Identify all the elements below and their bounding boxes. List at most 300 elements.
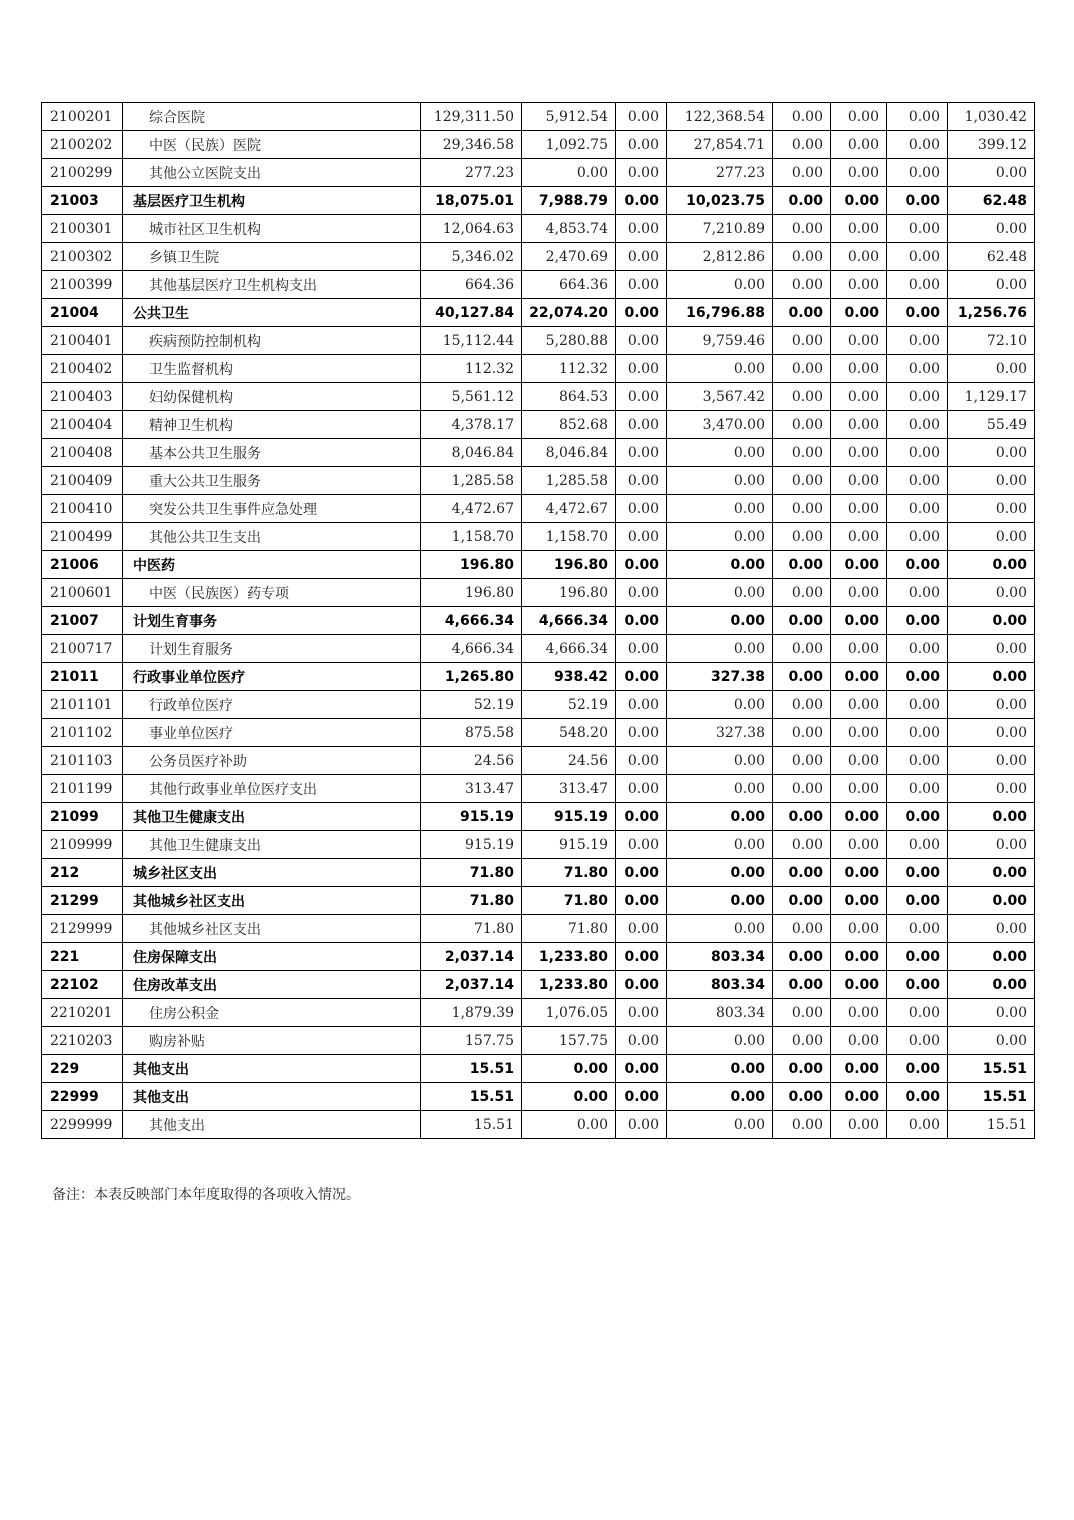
amount-cell: 0.00 <box>831 579 887 607</box>
amount-cell: 0.00 <box>616 271 667 299</box>
amount-cell: 0.00 <box>887 915 948 943</box>
subject-name-cell: 计划生育事务 <box>123 607 421 635</box>
amount-cell: 0.00 <box>616 663 667 691</box>
amount-cell: 2,037.14 <box>421 971 522 999</box>
amount-cell: 0.00 <box>831 1111 887 1139</box>
amount-cell: 0.00 <box>667 915 773 943</box>
amount-cell: 0.00 <box>616 775 667 803</box>
amount-cell: 18,075.01 <box>421 187 522 215</box>
amount-cell: 5,280.88 <box>522 327 616 355</box>
amount-cell: 0.00 <box>773 859 831 887</box>
amount-cell: 0.00 <box>773 691 831 719</box>
subject-code-cell: 2100401 <box>42 327 123 355</box>
amount-cell: 915.19 <box>421 803 522 831</box>
amount-cell: 62.48 <box>948 243 1035 271</box>
amount-cell: 0.00 <box>616 383 667 411</box>
amount-cell: 0.00 <box>948 523 1035 551</box>
table-row <box>42 971 1035 999</box>
table-row <box>42 439 1035 467</box>
amount-cell: 0.00 <box>616 943 667 971</box>
table-row <box>42 187 1035 215</box>
amount-cell: 0.00 <box>948 691 1035 719</box>
amount-cell: 0.00 <box>887 803 948 831</box>
subject-name-cell: 基层医疗卫生机构 <box>123 187 421 215</box>
table-row <box>42 495 1035 523</box>
table-row <box>42 327 1035 355</box>
amount-cell: 0.00 <box>522 1055 616 1083</box>
amount-cell: 0.00 <box>887 607 948 635</box>
subject-name-cell: 中医药 <box>123 551 421 579</box>
amount-cell: 4,472.67 <box>522 495 616 523</box>
amount-cell: 0.00 <box>522 1111 616 1139</box>
amount-cell: 0.00 <box>667 439 773 467</box>
amount-cell: 1,285.58 <box>522 467 616 495</box>
amount-cell: 0.00 <box>887 635 948 663</box>
amount-cell: 0.00 <box>831 103 887 131</box>
amount-cell: 0.00 <box>948 859 1035 887</box>
subject-code-cell: 2100302 <box>42 243 123 271</box>
subject-code-cell: 2100299 <box>42 159 123 187</box>
amount-cell: 3,470.00 <box>667 411 773 439</box>
amount-cell: 0.00 <box>831 859 887 887</box>
amount-cell: 72.10 <box>948 327 1035 355</box>
subject-name-cell: 行政事业单位医疗 <box>123 663 421 691</box>
income-table-sheet <box>41 102 1034 1139</box>
amount-cell: 915.19 <box>522 803 616 831</box>
amount-cell: 0.00 <box>667 859 773 887</box>
amount-cell: 0.00 <box>831 691 887 719</box>
subject-name-cell: 住房改革支出 <box>123 971 421 999</box>
amount-cell: 0.00 <box>831 187 887 215</box>
amount-cell: 0.00 <box>616 635 667 663</box>
amount-cell: 4,666.34 <box>522 607 616 635</box>
amount-cell: 0.00 <box>831 411 887 439</box>
amount-cell: 0.00 <box>773 887 831 915</box>
amount-cell: 0.00 <box>948 551 1035 579</box>
amount-cell: 0.00 <box>667 691 773 719</box>
amount-cell: 0.00 <box>831 355 887 383</box>
amount-cell: 0.00 <box>831 467 887 495</box>
amount-cell: 0.00 <box>616 1111 667 1139</box>
amount-cell: 71.80 <box>421 887 522 915</box>
amount-cell: 0.00 <box>773 943 831 971</box>
table-row <box>42 943 1035 971</box>
amount-cell: 122,368.54 <box>667 103 773 131</box>
amount-cell: 0.00 <box>887 383 948 411</box>
amount-cell: 548.20 <box>522 719 616 747</box>
subject-code-cell: 2100301 <box>42 215 123 243</box>
amount-cell: 0.00 <box>522 159 616 187</box>
table-row <box>42 775 1035 803</box>
amount-cell: 0.00 <box>616 579 667 607</box>
amount-cell: 0.00 <box>667 355 773 383</box>
income-table <box>41 102 1035 1139</box>
amount-cell: 664.36 <box>522 271 616 299</box>
subject-name-cell: 其他支出 <box>123 1055 421 1083</box>
amount-cell: 4,853.74 <box>522 215 616 243</box>
amount-cell: 1,285.58 <box>421 467 522 495</box>
amount-cell: 0.00 <box>831 663 887 691</box>
amount-cell: 0.00 <box>887 1027 948 1055</box>
table-row <box>42 103 1035 131</box>
amount-cell: 0.00 <box>887 103 948 131</box>
amount-cell: 0.00 <box>773 1111 831 1139</box>
amount-cell: 0.00 <box>887 1111 948 1139</box>
table-row <box>42 1111 1035 1139</box>
subject-code-cell: 22102 <box>42 971 123 999</box>
table-row <box>42 831 1035 859</box>
amount-cell: 327.38 <box>667 663 773 691</box>
amount-cell: 62.48 <box>948 187 1035 215</box>
subject-name-cell: 重大公共卫生服务 <box>123 467 421 495</box>
amount-cell: 0.00 <box>831 551 887 579</box>
amount-cell: 0.00 <box>887 971 948 999</box>
amount-cell: 1,129.17 <box>948 383 1035 411</box>
amount-cell: 0.00 <box>887 243 948 271</box>
amount-cell: 0.00 <box>616 1027 667 1055</box>
amount-cell: 0.00 <box>948 271 1035 299</box>
table-row <box>42 467 1035 495</box>
amount-cell: 0.00 <box>616 187 667 215</box>
amount-cell: 0.00 <box>667 775 773 803</box>
subject-name-cell: 综合医院 <box>123 103 421 131</box>
amount-cell: 0.00 <box>948 355 1035 383</box>
amount-cell: 0.00 <box>773 523 831 551</box>
amount-cell: 0.00 <box>773 775 831 803</box>
amount-cell: 0.00 <box>948 971 1035 999</box>
amount-cell: 15,112.44 <box>421 327 522 355</box>
subject-name-cell: 其他卫生健康支出 <box>123 831 421 859</box>
amount-cell: 2,812.86 <box>667 243 773 271</box>
amount-cell: 15.51 <box>948 1111 1035 1139</box>
amount-cell: 0.00 <box>616 747 667 775</box>
amount-cell: 16,796.88 <box>667 299 773 327</box>
subject-name-cell: 公共卫生 <box>123 299 421 327</box>
table-row <box>42 215 1035 243</box>
amount-cell: 0.00 <box>667 1111 773 1139</box>
amount-cell: 196.80 <box>421 579 522 607</box>
subject-code-cell: 2100601 <box>42 579 123 607</box>
amount-cell: 55.49 <box>948 411 1035 439</box>
amount-cell: 0.00 <box>887 691 948 719</box>
amount-cell: 277.23 <box>421 159 522 187</box>
amount-cell: 0.00 <box>616 131 667 159</box>
amount-cell: 24.56 <box>421 747 522 775</box>
amount-cell: 0.00 <box>773 243 831 271</box>
subject-code-cell: 2100402 <box>42 355 123 383</box>
table-row <box>42 747 1035 775</box>
subject-name-cell: 突发公共卫生事件应急处理 <box>123 495 421 523</box>
amount-cell: 0.00 <box>948 215 1035 243</box>
table-row <box>42 1027 1035 1055</box>
income-table-body <box>42 103 1035 1139</box>
subject-name-cell: 其他卫生健康支出 <box>123 803 421 831</box>
table-row <box>42 551 1035 579</box>
table-row <box>42 999 1035 1027</box>
amount-cell: 0.00 <box>773 719 831 747</box>
subject-code-cell: 21003 <box>42 187 123 215</box>
amount-cell: 0.00 <box>773 467 831 495</box>
amount-cell: 2,037.14 <box>421 943 522 971</box>
amount-cell: 938.42 <box>522 663 616 691</box>
amount-cell: 0.00 <box>887 775 948 803</box>
amount-cell: 0.00 <box>616 523 667 551</box>
amount-cell: 0.00 <box>831 607 887 635</box>
amount-cell: 0.00 <box>773 831 831 859</box>
amount-cell: 15.51 <box>421 1083 522 1111</box>
amount-cell: 15.51 <box>948 1083 1035 1111</box>
amount-cell: 71.80 <box>421 915 522 943</box>
amount-cell: 0.00 <box>831 803 887 831</box>
amount-cell: 15.51 <box>421 1111 522 1139</box>
amount-cell: 0.00 <box>616 1055 667 1083</box>
amount-cell: 0.00 <box>773 915 831 943</box>
subject-code-cell: 21007 <box>42 607 123 635</box>
table-row <box>42 691 1035 719</box>
amount-cell: 0.00 <box>887 551 948 579</box>
amount-cell: 0.00 <box>948 747 1035 775</box>
amount-cell: 52.19 <box>522 691 616 719</box>
amount-cell: 0.00 <box>667 887 773 915</box>
amount-cell: 0.00 <box>616 551 667 579</box>
amount-cell: 664.36 <box>421 271 522 299</box>
subject-name-cell: 其他城乡社区支出 <box>123 887 421 915</box>
subject-name-cell: 其他城乡社区支出 <box>123 915 421 943</box>
amount-cell: 0.00 <box>887 355 948 383</box>
amount-cell: 0.00 <box>616 607 667 635</box>
amount-cell: 0.00 <box>667 1083 773 1111</box>
amount-cell: 0.00 <box>887 327 948 355</box>
amount-cell: 0.00 <box>616 719 667 747</box>
amount-cell: 4,472.67 <box>421 495 522 523</box>
amount-cell: 129,311.50 <box>421 103 522 131</box>
amount-cell: 0.00 <box>887 747 948 775</box>
amount-cell: 0.00 <box>831 831 887 859</box>
amount-cell: 875.58 <box>421 719 522 747</box>
amount-cell: 0.00 <box>887 579 948 607</box>
table-row <box>42 1055 1035 1083</box>
amount-cell: 399.12 <box>948 131 1035 159</box>
amount-cell: 1,256.76 <box>948 299 1035 327</box>
subject-name-cell: 精神卫生机构 <box>123 411 421 439</box>
amount-cell: 0.00 <box>616 915 667 943</box>
table-footnote: 备注：本表反映部门本年度取得的各项收入情况。 <box>52 1187 360 1203</box>
amount-cell: 0.00 <box>773 1027 831 1055</box>
amount-cell: 0.00 <box>667 1055 773 1083</box>
amount-cell: 1,030.42 <box>948 103 1035 131</box>
amount-cell: 0.00 <box>831 159 887 187</box>
amount-cell: 0.00 <box>831 439 887 467</box>
amount-cell: 15.51 <box>948 1055 1035 1083</box>
table-row <box>42 383 1035 411</box>
amount-cell: 0.00 <box>948 887 1035 915</box>
amount-cell: 327.38 <box>667 719 773 747</box>
amount-cell: 9,759.46 <box>667 327 773 355</box>
amount-cell: 4,666.34 <box>421 607 522 635</box>
amount-cell: 803.34 <box>667 943 773 971</box>
amount-cell: 0.00 <box>616 999 667 1027</box>
table-row <box>42 1083 1035 1111</box>
amount-cell: 0.00 <box>773 579 831 607</box>
subject-name-cell: 计划生育服务 <box>123 635 421 663</box>
subject-code-cell: 2210201 <box>42 999 123 1027</box>
amount-cell: 0.00 <box>831 775 887 803</box>
amount-cell: 0.00 <box>831 271 887 299</box>
amount-cell: 0.00 <box>831 915 887 943</box>
amount-cell: 0.00 <box>831 1083 887 1111</box>
table-row <box>42 523 1035 551</box>
amount-cell: 22,074.20 <box>522 299 616 327</box>
subject-code-cell: 212 <box>42 859 123 887</box>
amount-cell: 0.00 <box>773 999 831 1027</box>
amount-cell: 0.00 <box>773 411 831 439</box>
subject-name-cell: 城市社区卫生机构 <box>123 215 421 243</box>
amount-cell: 0.00 <box>616 495 667 523</box>
amount-cell: 0.00 <box>667 523 773 551</box>
subject-name-cell: 中医（民族医）药专项 <box>123 579 421 607</box>
amount-cell: 0.00 <box>831 383 887 411</box>
amount-cell: 0.00 <box>887 719 948 747</box>
amount-cell: 0.00 <box>948 915 1035 943</box>
subject-name-cell: 其他公共卫生支出 <box>123 523 421 551</box>
amount-cell: 0.00 <box>831 1027 887 1055</box>
amount-cell: 0.00 <box>948 579 1035 607</box>
subject-code-cell: 2100499 <box>42 523 123 551</box>
amount-cell: 0.00 <box>948 719 1035 747</box>
amount-cell: 864.53 <box>522 383 616 411</box>
amount-cell: 1,233.80 <box>522 943 616 971</box>
subject-name-cell: 其他支出 <box>123 1111 421 1139</box>
subject-code-cell: 22999 <box>42 1083 123 1111</box>
amount-cell: 12,064.63 <box>421 215 522 243</box>
amount-cell: 4,666.34 <box>421 635 522 663</box>
amount-cell: 0.00 <box>831 999 887 1027</box>
amount-cell: 0.00 <box>887 523 948 551</box>
amount-cell: 0.00 <box>831 327 887 355</box>
amount-cell: 0.00 <box>948 943 1035 971</box>
table-row <box>42 607 1035 635</box>
amount-cell: 0.00 <box>948 663 1035 691</box>
table-row <box>42 243 1035 271</box>
amount-cell: 71.80 <box>522 915 616 943</box>
amount-cell: 0.00 <box>616 971 667 999</box>
table-row <box>42 719 1035 747</box>
amount-cell: 1,092.75 <box>522 131 616 159</box>
amount-cell: 0.00 <box>616 299 667 327</box>
amount-cell: 0.00 <box>831 719 887 747</box>
subject-name-cell: 其他公立医院支出 <box>123 159 421 187</box>
amount-cell: 0.00 <box>773 131 831 159</box>
amount-cell: 7,210.89 <box>667 215 773 243</box>
table-row <box>42 271 1035 299</box>
amount-cell: 0.00 <box>773 299 831 327</box>
amount-cell: 0.00 <box>948 775 1035 803</box>
amount-cell: 0.00 <box>616 159 667 187</box>
amount-cell: 196.80 <box>522 551 616 579</box>
table-row <box>42 915 1035 943</box>
table-row <box>42 131 1035 159</box>
amount-cell: 0.00 <box>887 439 948 467</box>
amount-cell: 7,988.79 <box>522 187 616 215</box>
amount-cell: 803.34 <box>667 971 773 999</box>
amount-cell: 313.47 <box>421 775 522 803</box>
amount-cell: 4,378.17 <box>421 411 522 439</box>
subject-code-cell: 2100410 <box>42 495 123 523</box>
amount-cell: 0.00 <box>831 747 887 775</box>
subject-code-cell: 2101101 <box>42 691 123 719</box>
amount-cell: 40,127.84 <box>421 299 522 327</box>
amount-cell: 0.00 <box>616 859 667 887</box>
amount-cell: 1,265.80 <box>421 663 522 691</box>
amount-cell: 0.00 <box>831 523 887 551</box>
subject-code-cell: 21004 <box>42 299 123 327</box>
subject-code-cell: 2210203 <box>42 1027 123 1055</box>
amount-cell: 0.00 <box>773 635 831 663</box>
amount-cell: 0.00 <box>773 439 831 467</box>
table-row <box>42 803 1035 831</box>
subject-code-cell: 2101102 <box>42 719 123 747</box>
amount-cell: 0.00 <box>667 607 773 635</box>
amount-cell: 3,567.42 <box>667 383 773 411</box>
amount-cell: 0.00 <box>667 1027 773 1055</box>
amount-cell: 4,666.34 <box>522 635 616 663</box>
amount-cell: 52.19 <box>421 691 522 719</box>
amount-cell: 5,561.12 <box>421 383 522 411</box>
amount-cell: 0.00 <box>887 943 948 971</box>
amount-cell: 0.00 <box>667 579 773 607</box>
amount-cell: 0.00 <box>887 467 948 495</box>
amount-cell: 0.00 <box>948 159 1035 187</box>
amount-cell: 0.00 <box>887 131 948 159</box>
amount-cell: 0.00 <box>887 411 948 439</box>
amount-cell: 313.47 <box>522 775 616 803</box>
subject-code-cell: 221 <box>42 943 123 971</box>
amount-cell: 0.00 <box>667 495 773 523</box>
amount-cell: 0.00 <box>773 1055 831 1083</box>
amount-cell: 0.00 <box>948 607 1035 635</box>
amount-cell: 0.00 <box>773 663 831 691</box>
subject-name-cell: 住房保障支出 <box>123 943 421 971</box>
amount-cell: 71.80 <box>522 887 616 915</box>
subject-code-cell: 2100399 <box>42 271 123 299</box>
amount-cell: 0.00 <box>831 1055 887 1083</box>
subject-code-cell: 21006 <box>42 551 123 579</box>
table-row <box>42 355 1035 383</box>
amount-cell: 0.00 <box>887 159 948 187</box>
amount-cell: 0.00 <box>948 495 1035 523</box>
subject-name-cell: 购房补贴 <box>123 1027 421 1055</box>
amount-cell: 0.00 <box>616 439 667 467</box>
subject-name-cell: 事业单位医疗 <box>123 719 421 747</box>
amount-cell: 0.00 <box>667 635 773 663</box>
amount-cell: 0.00 <box>948 803 1035 831</box>
amount-cell: 0.00 <box>887 887 948 915</box>
subject-code-cell: 21011 <box>42 663 123 691</box>
subject-code-cell: 229 <box>42 1055 123 1083</box>
amount-cell: 112.32 <box>421 355 522 383</box>
amount-cell: 803.34 <box>667 999 773 1027</box>
table-row <box>42 663 1035 691</box>
amount-cell: 0.00 <box>616 327 667 355</box>
amount-cell: 0.00 <box>667 831 773 859</box>
subject-code-cell: 2100404 <box>42 411 123 439</box>
amount-cell: 0.00 <box>887 495 948 523</box>
amount-cell: 0.00 <box>831 635 887 663</box>
amount-cell: 0.00 <box>667 271 773 299</box>
amount-cell: 0.00 <box>773 159 831 187</box>
subject-name-cell: 行政单位医疗 <box>123 691 421 719</box>
amount-cell: 0.00 <box>522 1083 616 1111</box>
